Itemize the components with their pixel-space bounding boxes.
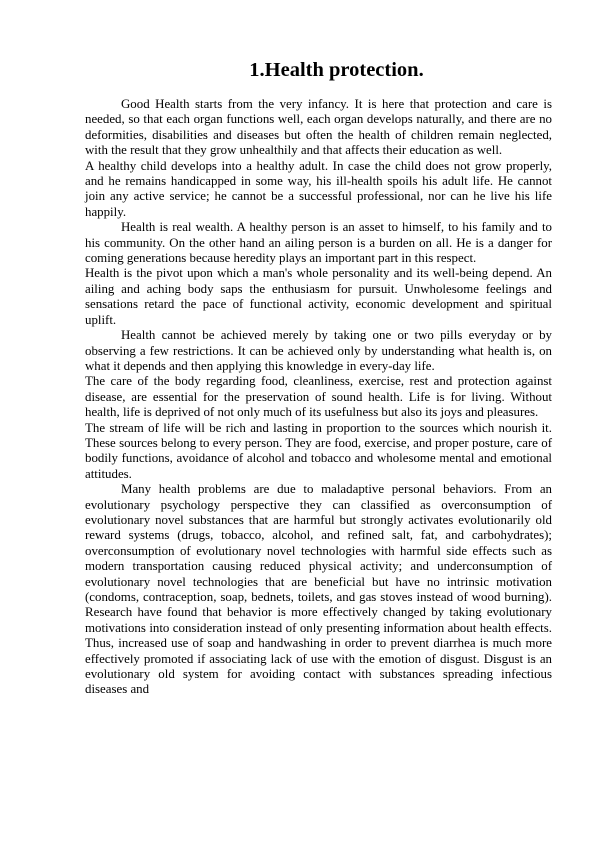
paragraph-pivot: Health is the pivot upon which a man's whole personality and its well-being depend. An ailing and aching body saps the enthusiasm for pursuit. Unwholesome feelings and sensations retard the pace of functional activity, economic development and spiritual uplift. — [85, 266, 552, 327]
document-title: 1.Health protection. — [249, 59, 424, 81]
paragraph-stream-of-life: The stream of life will be rich and lasting in proportion to the sources which nourish it. These sources belong to every person. They are food, exercise, and proper posture, care of bodily functions, avoidance of alcohol and tobacco and wholesome mental and emotional attitudes. — [85, 420, 552, 481]
document-page — [85, 56, 552, 698]
paragraph-real-wealth: Health is real wealth. A healthy person is an asset to himself, to his family and to his community. On the other hand an ailing person is a burden on all. He is a danger for coming generations because heredity plays an important part in this respect. — [85, 220, 552, 266]
paragraph-care-of-body: The care of the body regarding food, cleanliness, exercise, rest and protection against disease, are essential for the preservation of sound health. Life is for living. Without health, life is deprived of not only much of its usefulness but also its joys and pleasures. — [85, 374, 552, 420]
paragraph-pills: Health cannot be achieved merely by taking one or two pills everyday or by observing a few restrictions. It can be achieved only by understanding what health is, on what it depends and then applying this knowledge in every-day life. — [85, 328, 552, 373]
paragraph-maladaptive-behaviors: Many health problems are due to maladaptive personal behaviors. From an evolutionary psychology perspective they can classified as overconsumption of evolutionary novel substances that are harmful but strongly activates evolutionarily old reward systems (drugs, tobacco, alcohol, and refined salt, fat, and carbohydrates); overconsumption of evolutionary novel technologies with harmful side effects such as modern transportation causing reduced physical activity; and underconsumption of evolutionary novel technologies that are beneficial but have no intrinsic motivation (condoms, contraception, soap, bednets, toilets, and gas stoves instead of wood burning). Research have found that behavior is more effectively changed by taking evolutionary motivations into consideration instead of only presenting information about health effects. Thus, increased use of soap and handwashing in order to prevent diarrhea is much more effectively promoted if associating lack of use with the emotion of disgust. Disgust is an evolutionary old system for avoiding contact with substances spreading infectious diseases and — [85, 482, 552, 697]
paragraph-healthy-child: A healthy child develops into a healthy adult. In case the child does not grow properly, and he remains handicapped in some way, his ill-health spoils his adult life. He cannot join any active service; he cannot be a successful professional, nor can he live his life happily. — [85, 158, 552, 219]
paragraph-infancy: Good Health starts from the very infancy. It is here that protection and care is needed, so that each organ functions well, each organ develops naturally, and there are no deformities, disabilities and diseases but often the health of children remain neglected, with the result that they grow unhealthily and that affects their education as well. — [85, 97, 552, 158]
